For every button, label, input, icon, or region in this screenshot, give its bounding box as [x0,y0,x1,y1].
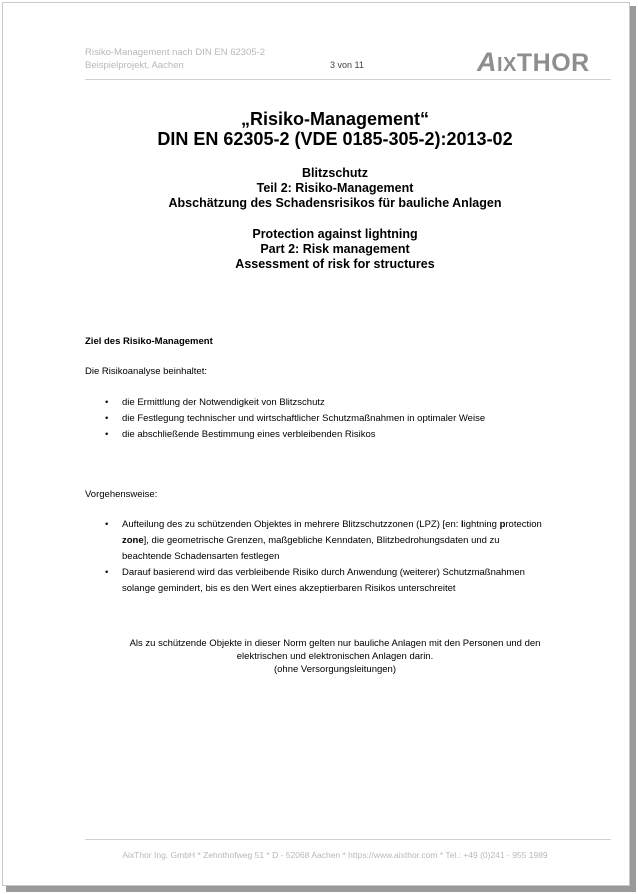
scope-note: Als zu schützende Objekte in dieser Norm gelten nur bauliche Anlagen mit den Personen und den elektrischen und elektronischen Anlagen darin. (ohne Versorgungsleitungen) [129,638,541,675]
list-item: • Darauf basierend wird das verbleibende Risiko durch Anwendung (weiterer) Schutzmaßnahmen solange gemindert, bis es den Wert eines akzeptierbaren Risikos unterschreitet [105,567,525,594]
subtitle-de-3: Abschätzung des Schadensrisikos für bauliche Anlagen [168,196,502,210]
subtitle-de-2: Teil 2: Risiko-Management [256,181,414,195]
main-title: „Risiko-Management“ [240,109,430,129]
main-title-standard: DIN EN 62305-2 (VDE 0185-305-2):2013-02 [157,129,513,149]
page-number: 3 von 11 [330,60,364,70]
header-project: Beispielprojekt, Aachen [85,60,184,71]
section-heading: Ziel des Risiko-Management [85,336,213,347]
goals-list [103,395,485,443]
footer-contact: AixThor Ing. GmbH * Zehnthofweg 51 * D - 52068 Aachen * https://www.aixthor.com * Tel.: +49 (0)241 - 955 1989 [122,850,548,860]
list-item: • Aufteilung des zu schützenden Objektes in mehrere Blitzschutzzonen (LPZ) [en: lightning protection zone], die geometrische Grenzen, maßgebliche Kenndaten, Blitzbedrohungsdaten und zu beachtende Schadensarten festlegen [105,519,542,562]
subtitle-en-2: Part 2: Risk management [260,242,410,256]
header-divider [85,79,611,80]
page-shadow-right [630,6,636,890]
procedure-list [103,517,542,597]
section2-intro: Vorgehensweise: [85,489,158,500]
subtitle-en-3: Assessment of risk for structures [235,257,435,271]
list-item: • die Festlegung technischer und wirtschaftlicher Schutzmaßnahmen in optimaler Weise [105,413,486,424]
aixthor-logo: AIXTHOR [477,47,590,77]
subtitle-de-1: Blitzschutz [302,166,368,180]
header-document-title: Risiko-Management nach DIN EN 62305-2 [85,47,266,58]
section1-intro: Die Risikoanalyse beinhaltet: [85,366,207,377]
subtitle-en-1: Protection against lightning [252,227,418,241]
page-shadow-bottom [6,886,636,892]
document-page [2,2,630,886]
list-item: • die abschließende Bestimmung eines verbleibenden Risikos [105,429,376,440]
footer-divider [85,839,611,840]
list-item: • die Ermittlung der Notwendigkeit von Blitzschutz [105,397,325,408]
